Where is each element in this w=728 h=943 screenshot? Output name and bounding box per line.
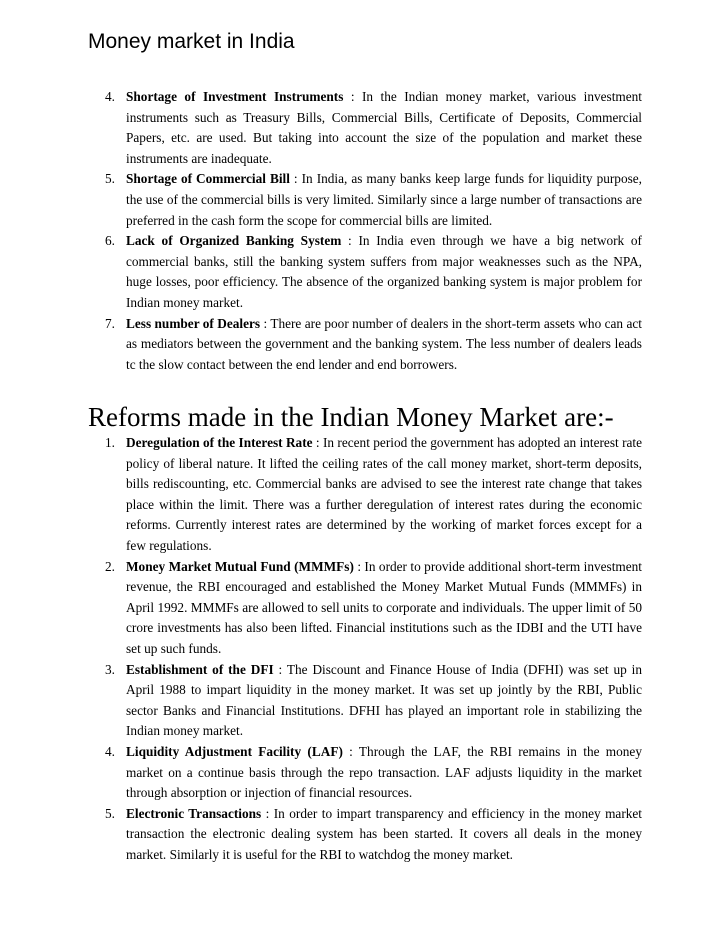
- item-number: 5.: [105, 171, 115, 187]
- problems-list: [0, 87, 728, 375]
- item-number: 3.: [105, 661, 115, 677]
- item-number: 7.: [105, 315, 115, 331]
- item-text: : There are poor number of dealers in the short-term assets who can act as mediators between the government and the banking system. The less number of dealers leads tc the slow contact between the end lender and end borrowers.: [126, 315, 642, 372]
- item-number: 1.: [105, 435, 115, 450]
- item-text: : The Discount and Finance House of India (DFHI) was set up in April 1988 to impart liquidity in the money market. It was set up jointly by the RBI, Public sector Banks and Financial Institutions. DFHI has played an important role in stabilizing the Indian money market.: [126, 661, 642, 739]
- item-term: Lack of Organized Banking System: [126, 233, 342, 249]
- list-item: [105, 804, 642, 866]
- item-term: Electronic Transactions: [126, 805, 262, 821]
- item-term: Money Market Mutual Fund (MMMFs): [126, 558, 354, 574]
- item-term: Establishment of the DFI: [126, 661, 274, 677]
- item-text: : In India even through we have a big network of commercial banks, still the banking system suffers from major weaknesses such as the NPA, huge losses, poor efficiency. The absence of the organized banking system is major problem for Indian money market.: [126, 233, 642, 310]
- reforms-list: [0, 433, 728, 865]
- item-term: Liquidity Adjustment Facility (LAF): [126, 743, 343, 759]
- list-item: [105, 660, 642, 742]
- item-number: 6.: [105, 233, 115, 249]
- item-text: : In the Indian money market, various investment instruments such as Treasury Bills, Commercial Bills, Certificate of Deposits, Commercial Papers, etc. are used. But taking into account the size of the population and market these instruments are inadequate.: [126, 89, 642, 166]
- list-item: [105, 87, 642, 169]
- list-item: [105, 433, 642, 557]
- list-item: [105, 742, 642, 804]
- list-item: [105, 169, 643, 231]
- item-term: Shortage of Investment Instruments: [126, 89, 344, 104]
- section-heading: Reforms made in the Indian Money Market are:-: [88, 402, 614, 432]
- item-term: Shortage of Commercial Bill: [126, 171, 290, 187]
- item-text: : In order to impart transparency and efficiency in the money market transaction the electronic dealing system has been started. It covers all deals in the money market. Similarly it is useful for the RBI to watchdog the money market.: [126, 805, 642, 862]
- list-item: [105, 557, 642, 660]
- item-text: : In order to provide additional short-term investment revenue, the RBI encouraged and established the Money Market Mutual Funds (MMMFs) in April 1992. MMMFs are allowed to sell units to corporate and individuals. The upper limit of 50 crore investments has also been lifted. Financial institutions such as the IDBI and the UTI have set up such funds.: [126, 558, 642, 656]
- item-text: : In recent period the government has adopted an interest rate policy of liberal nature. It lifted the ceiling rates of the call money market, short-term deposits, bills rediscounting, etc. Commercial banks are advised to see the interest rate change that takes place within the limit. There was a further deregulation of interest rates during the economic reforms. Currently interest rates are determined by the working of market forces except for a few regulations.: [126, 435, 642, 553]
- item-number: 4.: [105, 89, 115, 104]
- item-term: Deregulation of the Interest Rate: [126, 435, 313, 450]
- item-text: : In India, as many banks keep large funds for liquidity purpose, the use of the commercial bills is very limited. Similarly since a large number of transactions are preferred in the cash form the scope for commercial bills are limited.: [126, 171, 643, 228]
- item-term: Less number of Dealers: [126, 315, 261, 331]
- list-item: [105, 231, 642, 313]
- list-item: [105, 314, 642, 376]
- page-title: Money market in India: [88, 30, 295, 53]
- item-number: 2.: [105, 558, 115, 574]
- item-number: 5.: [105, 805, 115, 821]
- item-number: 4.: [105, 743, 115, 759]
- item-text: : Through the LAF, the RBI remains in the money market on a continue basis through the repo transaction. LAF adjusts liquidity in the market through absorption or injection of financial resources.: [126, 743, 642, 801]
